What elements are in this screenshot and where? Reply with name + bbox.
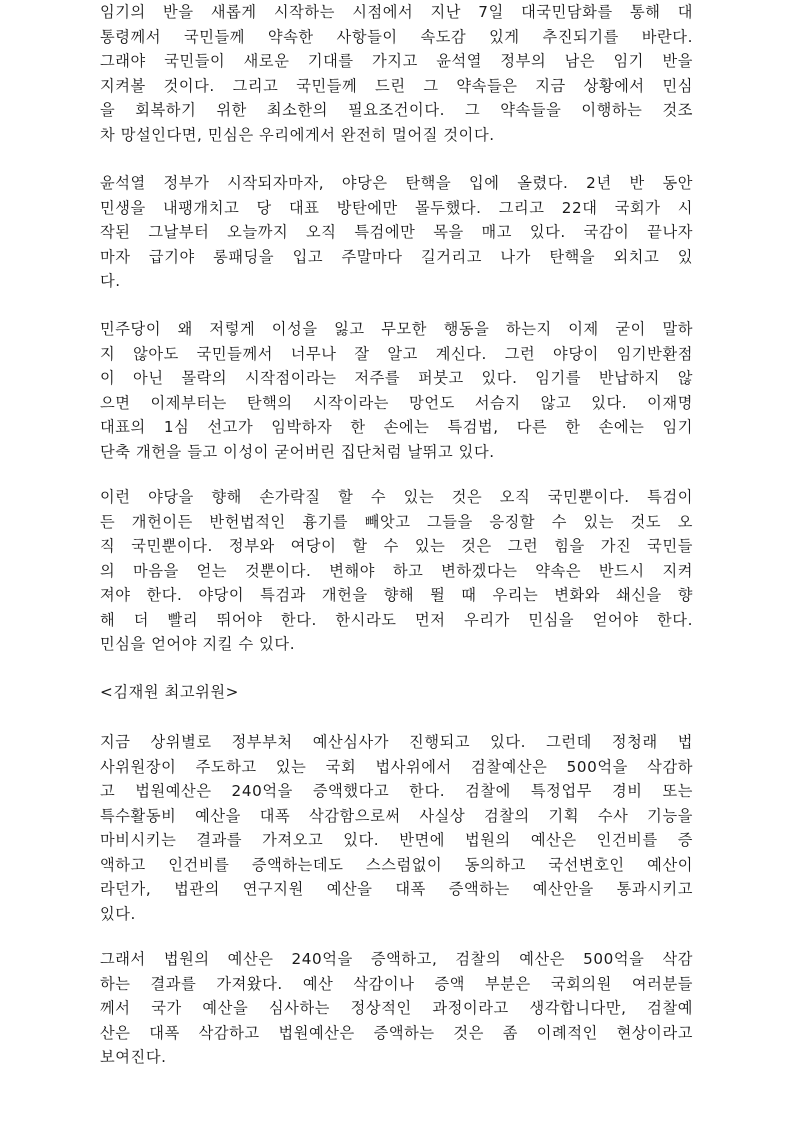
text-line: 그래야 국민들이 새로운 기대를 가지고 윤석열 정부의 남은 임기 반을 (100, 52, 693, 70)
text-line: 라던가, 법관의 연구지원 예산을 대폭 증액하는 예산안을 통과시키고 (100, 880, 693, 898)
text-line: 지 않아도 국민들께서 너무나 잘 알고 계신다. 그런 야당이 임기반환점 (100, 344, 693, 363)
text-line: 있다. (100, 904, 136, 923)
text-line: 져야 한다. 야당이 특검과 개헌을 향해 뛸 때 우리는 변화와 쇄신을 향 (100, 586, 693, 604)
text-line: 특수활동비 예산을 대폭 삭감함으로써 사실상 검찰의 기획 수사 기능을 (100, 806, 693, 825)
text-line: 통령께서 국민들께 약속한 사항들이 속도감 있게 추진되기를 바란다. (100, 27, 693, 46)
text-line: 액하고 인건비를 증액하는데도 스스럼없이 동의하고 국선변호인 예산이 (100, 855, 693, 874)
section-heading (100, 680, 693, 705)
text-line: 그래서 법원의 예산은 240억을 증액하고, 검찰의 예산은 500억을 삭감 (100, 950, 693, 968)
text-line: 하는 결과를 가져왔다. 예산 삭감이나 증액 부분은 국회의원 여러분들 (100, 974, 693, 993)
paragraph-3 (100, 317, 693, 464)
text-line: 직 국민뿐이다. 정부와 여당이 할 수 있는 것은 그런 힘을 가진 국민들 (100, 537, 693, 555)
text-line: 민주당이 왜 저렇게 이성을 잃고 무모한 행동을 하는지 이제 굳이 말하 (100, 320, 693, 338)
text-line: 해 더 빨리 뛰어야 한다. 한시라도 먼저 우리가 민심을 얻어야 한다. (100, 610, 693, 629)
text-line: 이런 야당을 향해 손가락질 할 수 있는 것은 오직 국민뿐이다. 특검이 (100, 488, 693, 506)
paragraph-1 (100, 0, 693, 147)
text-line: 고 법원예산은 240억을 증액했다고 한다. 검찰에 특정업무 경비 또는 (100, 782, 693, 800)
text-line: 든 개헌이든 반헌법적인 흉기를 빼앗고 그들을 응징할 수 있는 것도 오 (100, 512, 693, 531)
text-line: 대표의 1심 선고가 임박하자 한 손에는 특검법, 다른 한 손에는 임기 (100, 418, 693, 436)
text-line: 산은 대폭 삭감하고 법원예산은 증액하는 것은 좀 이례적인 현상이라고 (100, 1023, 693, 1042)
paragraph-5 (100, 730, 693, 926)
text-line: 작된 그날부터 오늘까지 오직 특검에만 목을 매고 있다. 국감이 끝나자 (100, 223, 693, 241)
text-line: 의 마음을 얻는 것뿐이다. 변해야 하고 변하겠다는 약속은 반드시 지켜 (100, 561, 693, 580)
text-line: 으면 이제부터는 탄핵의 시작이라는 망언도 서슴지 않고 있다. 이재명 (100, 393, 693, 412)
paragraph-4 (100, 485, 693, 657)
text-line: 임기의 반을 새롭게 시작하는 시점에서 지난 7일 대국민담화를 통해 대 (100, 3, 693, 21)
text-line: 윤석열 정부가 시작되자마자, 야당은 탄핵을 입에 올렸다. 2년 반 동안 (100, 174, 693, 192)
text-line: 단축 개헌을 들고 이성이 굳어버린 집단처럼 날뛰고 있다. (100, 442, 495, 461)
text-line: 지금 상위별로 정부부처 예산심사가 진행되고 있다. 그런데 정청래 법 (100, 733, 693, 751)
text-line: 다. (100, 272, 121, 290)
text-line: 보여진다. (100, 1048, 167, 1066)
text-line: 사위원장이 주도하고 있는 국회 법사위에서 검찰예산은 500억을 삭감하 (100, 757, 693, 776)
text-line: 차 망설인다면, 민심은 우리에게서 완전히 멀어질 것이다. (100, 125, 495, 144)
text-line: 마자 급기야 롱패딩을 입고 주말마다 길거리고 나가 탄핵을 외치고 있 (100, 247, 693, 266)
text-line: 민심을 얻어야 지킬 수 있다. (100, 635, 296, 653)
text-line: 지켜볼 것이다. 그리고 국민들께 드린 그 약속들은 지금 상황에서 민심 (100, 76, 693, 95)
paragraph-2 (100, 171, 693, 294)
text-line: 을 회복하기 위한 최소한의 필요조건이다. 그 약속들을 이행하는 것조 (100, 101, 693, 119)
text-line: 께서 국가 예산을 심사하는 정상적인 과정이라고 생각합니다만, 검찰예 (100, 999, 693, 1017)
speaker-heading: <김재원 최고위원> (100, 683, 239, 701)
text-line: 이 아닌 몰락의 시작점이라는 저주를 퍼붓고 있다. 임기를 반납하지 않 (100, 369, 693, 387)
paragraph-6 (100, 947, 693, 1070)
text-line: 민생을 내팽개치고 당 대표 방탄에만 몰두했다. 그리고 22대 국회가 시 (100, 198, 693, 217)
text-line: 마비시키는 결과를 가져오고 있다. 반면에 법원의 예산은 인건비를 증 (100, 831, 693, 849)
